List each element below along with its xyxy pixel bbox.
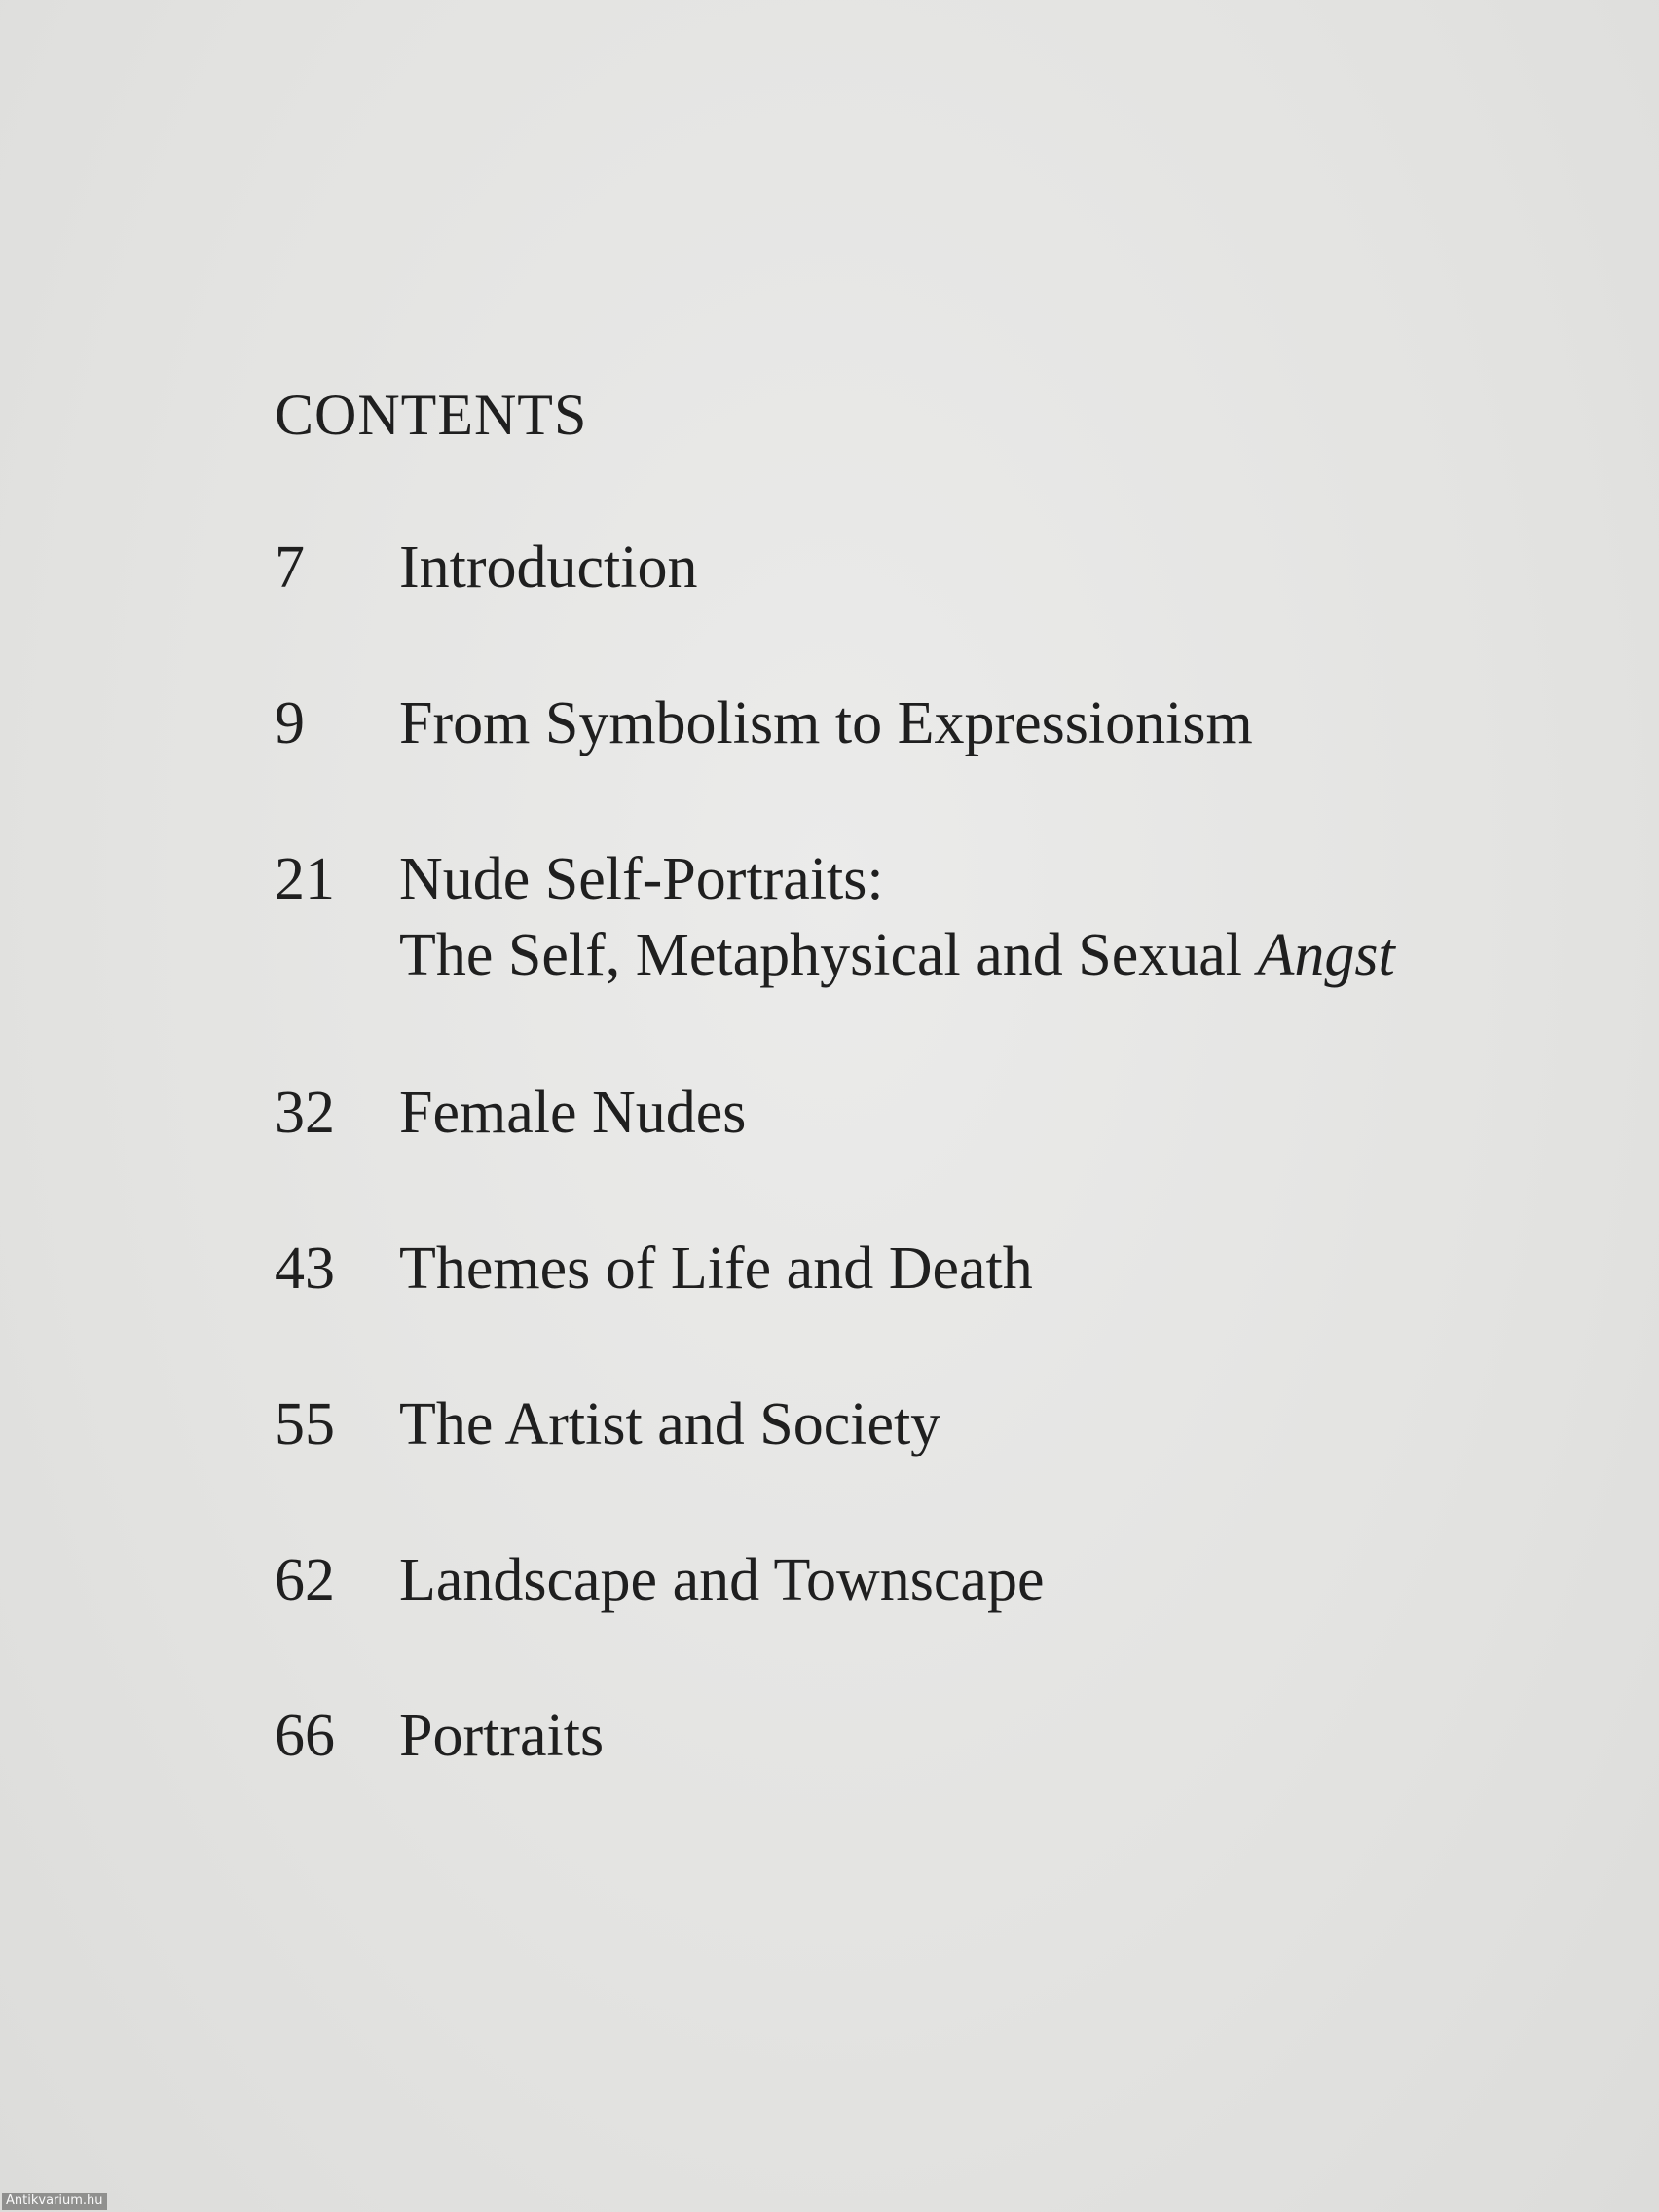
toc-title-italic-word: Angst (1257, 922, 1395, 988)
watermark: Antikvarium.hu (2, 2193, 107, 2210)
toc-title: Introduction (399, 535, 698, 601)
toc-title: Landscape and Townscape (399, 1547, 1045, 1613)
toc-entry (275, 1235, 1540, 1316)
toc-entry (275, 690, 1540, 771)
toc-entry (275, 1703, 1540, 1784)
toc-title-line2: The Self, Metaphysical and Sexual (399, 922, 1258, 988)
toc-title: Nude Self-Portraits: (399, 846, 884, 912)
toc-title: The Artist and Society (399, 1391, 941, 1457)
toc-page-number: 21 (275, 846, 335, 912)
toc-page-number: 62 (275, 1547, 335, 1613)
toc-page-number: 43 (275, 1235, 335, 1302)
toc-entry (275, 1080, 1540, 1161)
toc-title-continuation (399, 922, 1395, 988)
toc-title: Female Nudes (399, 1080, 747, 1146)
toc-entry (275, 1547, 1540, 1628)
contents-heading: CONTENTS (275, 383, 588, 447)
toc-title: From Symbolism to Expressionism (399, 690, 1253, 756)
toc-page-number: 32 (275, 1080, 335, 1146)
toc-page-number: 7 (275, 535, 305, 601)
toc-entry (275, 537, 1540, 615)
toc-page-number: 55 (275, 1391, 335, 1457)
toc-page-number: 9 (275, 690, 305, 756)
toc-title: Portraits (399, 1703, 605, 1769)
toc-entry (275, 1391, 1540, 1472)
toc-title: Themes of Life and Death (399, 1235, 1033, 1302)
toc-entry (275, 846, 1540, 1005)
toc-page-number: 66 (275, 1703, 335, 1769)
